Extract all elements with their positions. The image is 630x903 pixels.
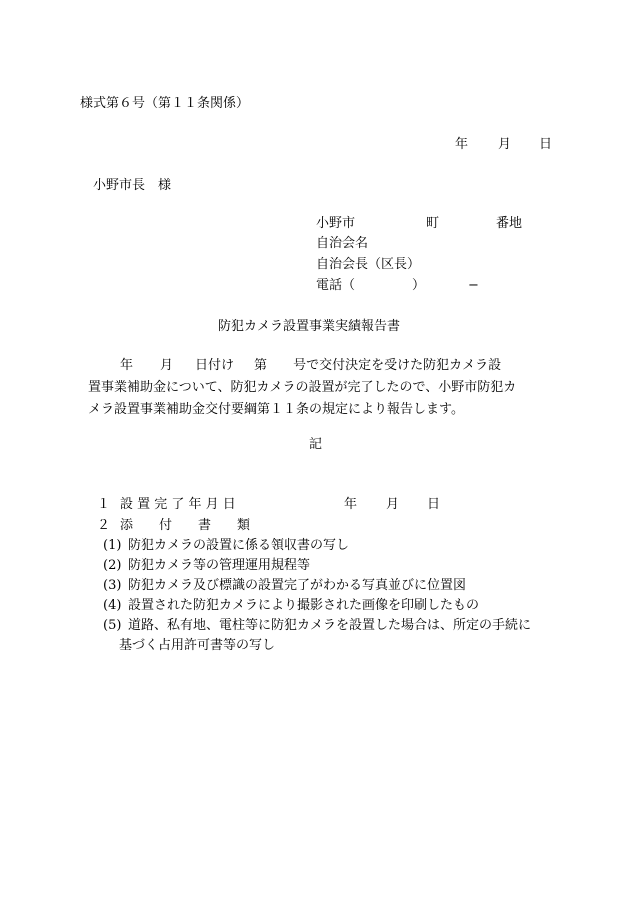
phone-label: 電話（: [316, 278, 356, 293]
body-line-3: メラ設置事業補助金交付要綱第１１条の規定により報告します。: [88, 402, 464, 417]
sender-city: 小野市: [316, 216, 356, 231]
ki-heading: 記: [309, 437, 323, 452]
date-year-label: 年: [455, 137, 469, 152]
section-1-label: 設 置 完 了 年 月 日: [120, 497, 236, 512]
body-line-1: [88, 355, 558, 377]
phone-dash: −: [468, 278, 479, 293]
date-month-label: 月: [498, 137, 512, 152]
document-title: 防犯カメラ設置事業実績報告書: [218, 319, 401, 334]
form-number: 様式第６号（第１１条関係）: [80, 96, 250, 111]
section-2-number: ２: [97, 518, 111, 533]
section-1-day: 日: [427, 497, 441, 512]
section-1-year: 年: [344, 497, 358, 512]
section-1-number: １: [97, 497, 111, 512]
section-1-month: 月: [386, 497, 400, 512]
body-year: 年: [120, 358, 134, 373]
section-2-label: 添 付 書 類: [120, 518, 251, 533]
addressee: 小野市長 様: [93, 178, 172, 193]
date-day-label: 日: [539, 137, 553, 152]
body-line-2: 置事業補助金について、防犯カメラの設置が完了したので、小野市防犯カ: [88, 380, 517, 395]
body-month: 月: [160, 358, 174, 373]
report-body: [88, 355, 558, 421]
document-page: 様式第６号（第１１条関係） 年 月 日 小野市長 様 小野市 町 番地 自治会名 自治会長（区長） 電話（ ） − 防犯カメラ設置事業実績報告書 年 月 日付け 第 号で交付決定を受けた防犯カメラ設 置事業補助金について、防犯カメラの設置が完了したので、小野市防犯カ メラ設置事業補助金交付要綱第１１条の規定により報告します。 記 １ 設 置 完 了 年 月 日 年 月 日 ２ 添 付 書 類 (1) 防犯カメラの設置に係る領収書の写し (2) 防犯カメラ等の管理運用規程等 (3) 防犯カメラ及び標識の設置完了がわかる写真並びに位置図 (4) 設置された防犯カメラにより撮影された画像を印刷したもの (5) 道路、私有地、電柱等に防犯カメラを設置した場合は、所定の手続に 基づく占用許可書等の写し: [0, 0, 630, 903]
sender-town: 町: [426, 216, 440, 231]
phone-close: ）: [412, 278, 426, 293]
sender-address-number: 番地: [496, 216, 523, 231]
body-line1-rest: 号で交付決定を受けた防犯カメラ設: [293, 358, 502, 373]
body-dai: 第: [254, 358, 268, 373]
body-date-suffix: 日付け: [195, 358, 235, 373]
